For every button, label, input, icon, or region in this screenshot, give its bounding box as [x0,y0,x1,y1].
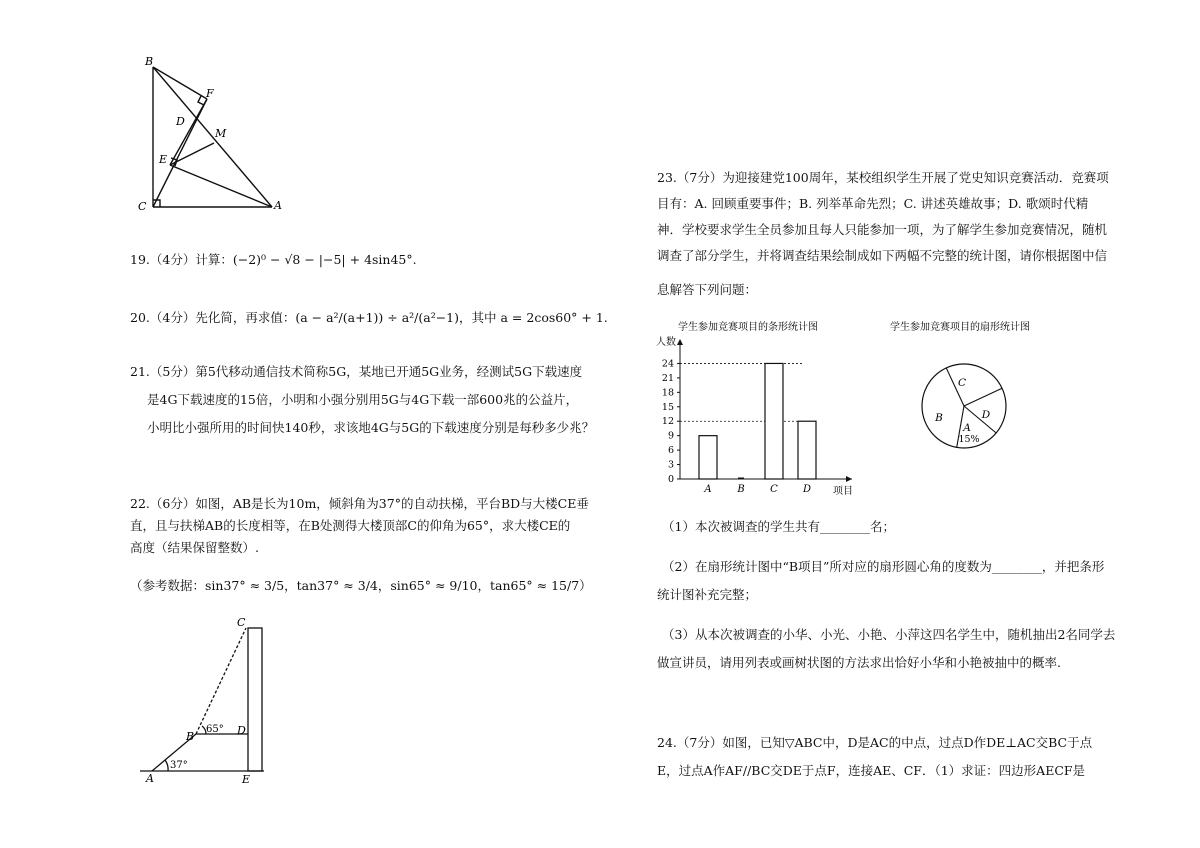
pie-slice-label-D: D [981,409,991,421]
question-21-line-1: 21.（5分）第5代移动通信技术简称5G，某地已开通5G业务，经测试5G下载速度 [130,364,583,379]
question-19 [130,252,417,268]
question-23-line-4: 调查了部分学生，并将调查结果绘制成如下两幅不完整的统计图，请你根据图中信 [657,248,1108,263]
question-21-line-2: 是4G下载速度的15倍，小明和小强分别用5G与4G下载一部600兆的公益片， [147,392,579,407]
pie-slice-label-A: A [963,422,971,434]
y-tick-label: 0 [667,474,674,485]
pie-slice-a-percent: 15% [958,434,980,445]
bar-D [798,421,816,479]
y-tick-label: 24 [661,358,674,370]
bar-chart-competition-items [652,316,867,496]
x-tick-label-C: C [770,484,778,495]
bar-chart-title: 学生参加竞赛项目的条形统计图 [678,322,818,333]
question-23-sub-1: （1）本次被调查的学生共有________名； [662,519,895,534]
question-23-line-1: 23.（7分）为迎接建党100周年，某校组织学生开展了党史知识竞赛活动．竞赛项 [657,170,1109,185]
vertex-e-label: E [159,153,168,166]
question-23-line-3: 神．学校要求学生全员参加且每人只能参加一项，为了解学生参加竞赛情况，随机 [657,222,1108,237]
point-d-label: D [237,724,246,737]
question-19-prefix: 19.（4分）计算： [130,252,233,267]
triangle-figure-bfmca [130,50,300,220]
vertex-b-label: B [145,55,154,68]
question-20-suffix: ，其中 a = 2cos60° + 1. [459,310,608,325]
question-21-line-3: 小明比小强所用的时间快140秒，求该地4G与5G的下载速度分别是每秒多少兆？ [147,420,595,435]
y-tick-label: 3 [667,459,674,471]
pie-slice-label-B: B [935,412,943,424]
y-tick-label: 12 [661,416,674,428]
bar-A [699,436,717,479]
question-20 [130,310,608,326]
question-24-line-2: E，过点A作AF//BC交DE于点F，连接AE、CF．（1）求证：四边形AECF是 [657,763,1086,778]
question-23-sub-3-line-1: （3）从本次被调查的小华、小光、小艳、小萍这四名学生中，随机抽出2名同学去 [662,627,1116,642]
bar-chart-ylabel: 人数 [656,337,676,348]
pie-chart-competition-items [888,316,1073,466]
vertex-d-label: D [176,115,185,128]
vertex-m-label: M [215,127,227,140]
angle-65-label: 65° [206,724,224,735]
vertex-a-label: A [274,199,282,212]
x-tick-label-D: D [802,484,812,495]
y-tick-label: 18 [661,387,674,399]
question-23-sub-3-line-2: 做宣讲员，请用列表或画树状图的方法求出恰好小华和小艳被抽中的概率. [657,655,1061,670]
question-20-prefix: 20.（4分）先化简，再求值： [130,310,296,325]
question-23-line-2: 目有：A. 回顾重要事件；B. 列举革命先烈；C. 讲述英雄故事；D. 歌颂时代精 [657,196,1089,211]
x-axis-arrow [846,476,852,482]
question-22-line-1: 22.（6分）如图，AB是长为10m，倾斜角为37°的自动扶梯，平台BD与大楼CE垂 [130,496,589,511]
point-e-label: E [242,773,251,784]
question-22-reference-data: （参考数据：sin37° ≈ 3/5，tan37° ≈ 3/4，sin65° ≈ 9/10，tan65° ≈ 15/7） [130,578,592,593]
y-axis-arrow [677,339,683,345]
x-tick-label-B: B [737,484,745,495]
escalator-building-figure [136,614,296,784]
question-20-expression: (a − a²/(a+1)) ÷ a²/(a²−1) [295,310,460,325]
pie-slice-label-C: C [957,377,967,389]
vertex-f-label: F [206,87,214,100]
question-22-line-2: 直，且与扶梯AB的长度相等，在B处测得大楼顶部C的仰角为65°，求大楼CE的 [130,518,571,533]
question-22-line-3: 高度（结果保留整数）. [130,540,259,555]
bar-chart-xlabel: 项目 [833,486,853,496]
y-tick-label: 21 [661,372,674,384]
point-a-label: A [146,772,154,784]
y-tick-label: 6 [667,445,674,457]
question-23-line-5: 息解答下列问题： [657,282,758,297]
point-b-label: B [186,730,195,743]
x-tick-label-A: A [704,484,712,495]
question-19-expression: (−2)⁰ − √8 − |−5| + 4sin45°. [232,252,417,267]
bar-C [765,363,783,479]
question-23-sub-2-line-1: （2）在扇形统计图中“B项目”所对应的扇形圆心角的度数为________，并把条形 [662,559,1105,574]
angle-37-label: 37° [170,760,188,771]
y-tick-label: 9 [667,430,674,442]
y-tick-label: 15 [661,401,674,413]
question-24-line-1: 24.（7分）如图，已知▽ABC中，D是AC的中点，过点D作DE⊥AC交BC于点 [657,735,1093,750]
pie-chart-title: 学生参加竞赛项目的扇形统计图 [890,322,1030,333]
vertex-c-label: C [138,200,147,213]
point-c-label: C [237,616,246,629]
question-23-sub-2-line-2: 统计图补充完整； [657,587,758,602]
